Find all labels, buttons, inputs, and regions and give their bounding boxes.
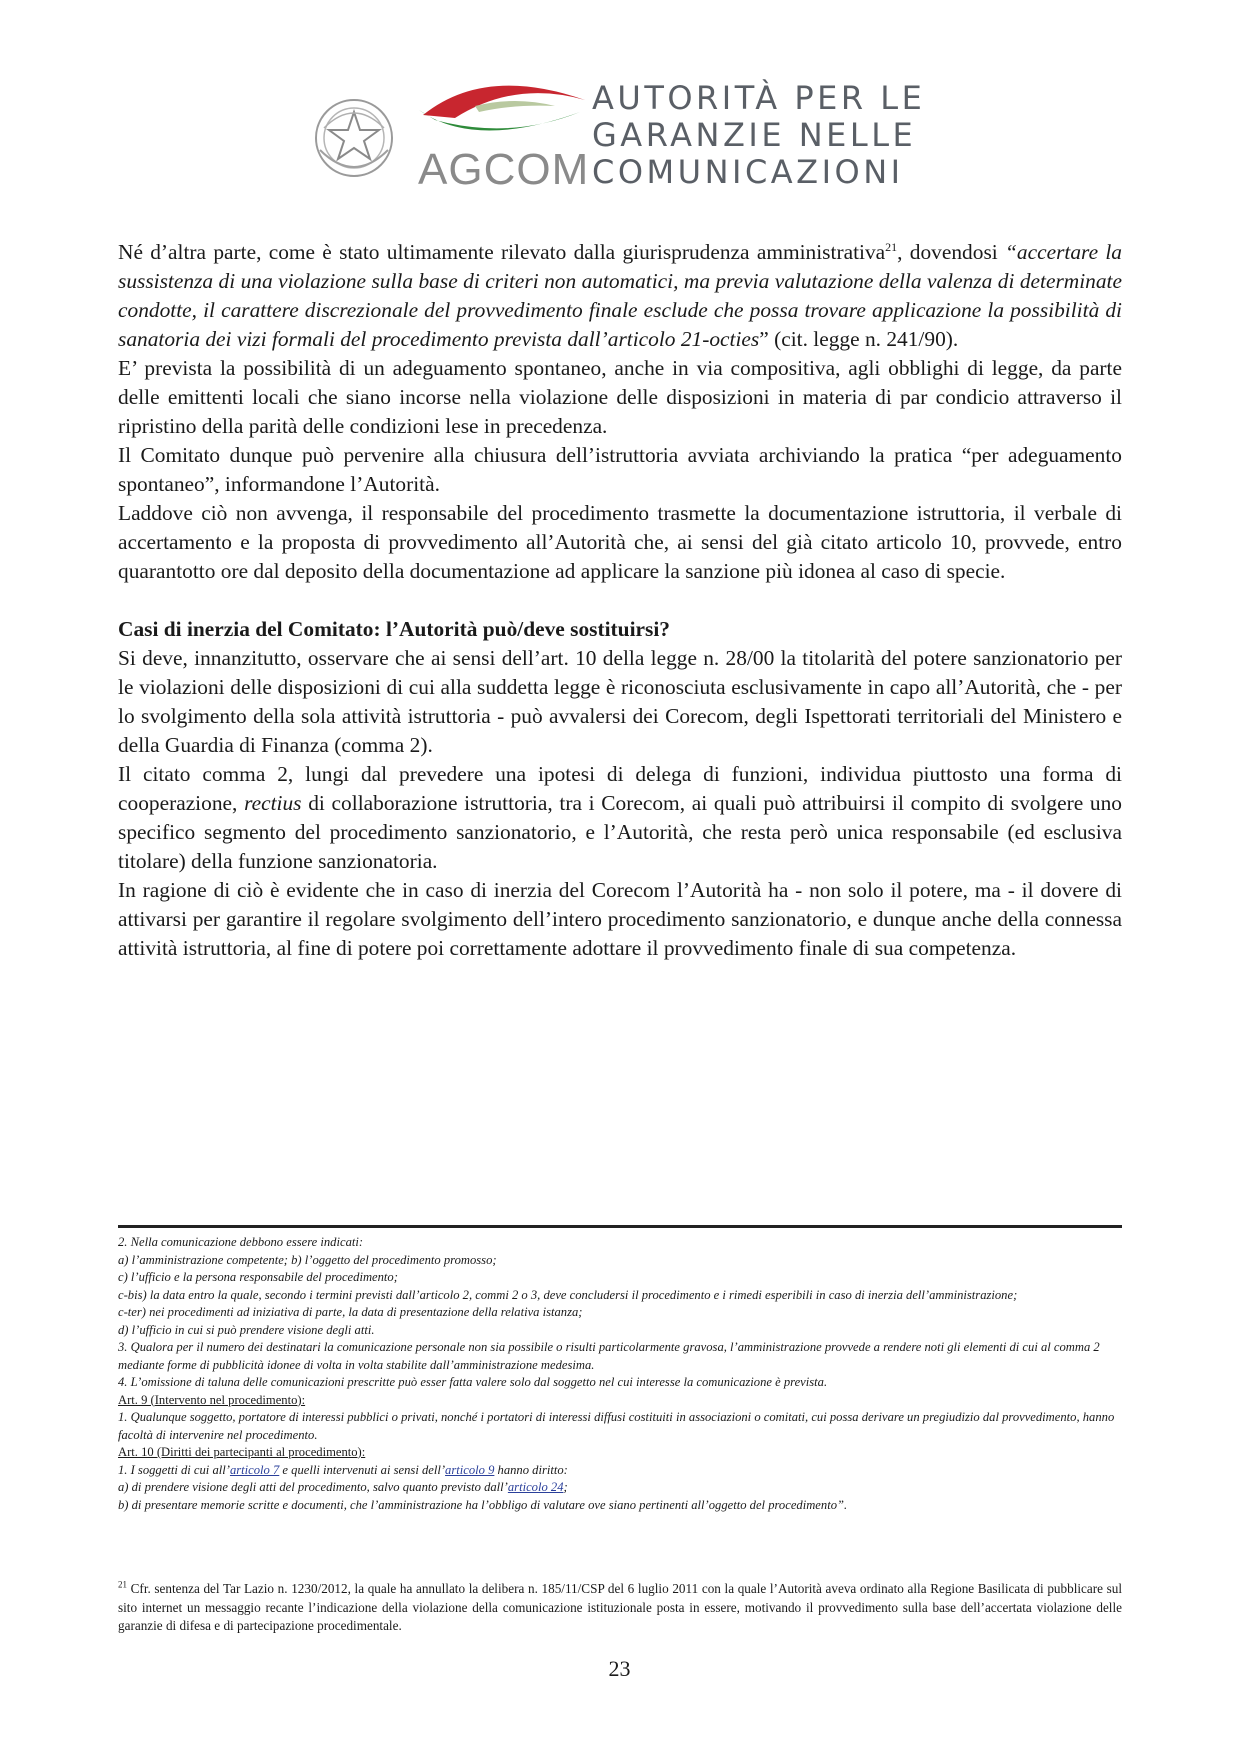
section-heading: Casi di inerzia del Comitato: l’Autorità può/deve sostituirsi? xyxy=(118,617,670,641)
paragraph-7: In ragione di ciò è evidente che in caso di inerzia del Corecom l’Autorità ha - non solo il potere, ma - il dovere di attivarsi per garantire il regolare svolgimento dell’intero procedimento sanzionatorio, e dunque anche della connessa attività istruttoria, al fine di potere poi correttamente adottare il provvedimento finale di sua competenza. xyxy=(118,878,1122,960)
page-number: 23 xyxy=(608,1656,631,1681)
note-line: 1. I soggetti di cui all’articolo 7 e quelli intervenuti ai sensi dell’articolo 9 hanno diritto: xyxy=(118,1462,568,1477)
article-10-heading: Art. 10 (Diritti dei partecipanti al procedimento): xyxy=(118,1445,366,1459)
quoted-case-law: “accertare la sussistenza di una violazione sulla base di criteri non automatici, ma previa valutazione della valenza di determinate condotte, il carattere discrezionale del provvedimento finale esclude che possa trovare applicazione la possibilità di sanatoria dei vizi formali del procedimento prevista dall’articolo 21-octies xyxy=(118,240,1122,351)
italian-republic-emblem-icon xyxy=(310,88,398,184)
paragraph-5: Si deve, innanzitutto, osservare che ai sensi dell’art. 10 della legge n. 28/00 la titolarità del potere sanzionatorio per le violazioni delle disposizioni di cui alla suddetta legge è riconosciuta esclusivamente in capo all’Autorità, che - per lo svolgimento della sola attività istruttoria - può avvalersi dei Corecom, degli Ispettorati territoriali del Ministero e della Guardia di Finanza (comma 2). xyxy=(118,646,1122,757)
paragraph-6: Il citato comma 2, lungi dal prevedere una ipotesi di delega di funzioni, individua piuttosto una forma di cooperazione, rectius di collaborazione istruttoria, tra i Corecom, ai quali può attribuirsi il compito di svolgere uno specifico segmento del procedimento sanzionatorio, e l’Autorità, che resta però unica responsabile (ed esclusiva titolare) della funzione sanzionatoria. xyxy=(118,762,1122,873)
footnote-separator xyxy=(118,1225,1122,1228)
note-line: 4. L’omissione di taluna delle comunicazioni prescritte può esser fatta valere solo dal soggetto nel cui interesse la comunicazione è prevista. xyxy=(118,1375,828,1389)
note-line: a) l’amministrazione competente; b) l’oggetto del procedimento promosso; xyxy=(118,1252,497,1267)
authority-title xyxy=(592,80,925,191)
note-line: 3. Qualora per il numero dei destinatari la comunicazione personale non sia possibile o risulti particolarmente gravosa, l’amministrazione provvede a rendere noti gli elementi di cui al comma 2 mediante forme di pubblicità idonee di volta in volta stabilite dall’amministrazione medesima. xyxy=(118,1340,1100,1372)
footnote-ref-21[interactable]: 21 xyxy=(885,239,898,254)
authority-title-line-2: GARANZIE NELLE xyxy=(592,116,917,154)
paragraph-4: Laddove ciò non avvenga, il responsabile del procedimento trasmette la documentazione istruttoria, il verbale di accertamento e la proposta di provvedimento all’Autorità che, ai sensi del già citato articolo 10, provvede, entro quarantotto ore dal deposito della documentazione ad applicare la sanzione più idonea al caso di specie. xyxy=(118,501,1122,583)
authority-title-line-1: AUTORITÀ PER LE xyxy=(592,79,926,117)
note-line: d) l’ufficio in cui si può prendere visione degli atti. xyxy=(118,1322,375,1337)
footnote-21-number: 21 xyxy=(118,1579,127,1590)
footnotes-block xyxy=(118,1234,1122,1514)
paragraph-1: Né d’altra parte, come è stato ultimamente rilevato dalla giurisprudenza amministrativa$^{21}$, dovendosi “accertare la sussistenza di una violazione sulla base di criteri non automatici, ma previa valutazione della valenza di determinate condotte, il carattere discrezionale del provvedimento finale esclude che possa trovare applicazione la possibilità di sanatoria dei vizi formali del procedimento prevista dall’articolo 21-octies” (cit. legge n. 241/90). xyxy=(118,239,1122,351)
link-articolo-24[interactable]: articolo 24 xyxy=(507,1480,564,1494)
document-body xyxy=(118,238,1122,963)
article-9-heading: Art. 9 (Intervento nel procedimento): xyxy=(118,1392,306,1407)
agcom-logo-word: AGCOM xyxy=(418,145,590,194)
note-line: 2. Nella comunicazione debbono essere indicati: xyxy=(118,1235,364,1249)
note-line: c) l’ufficio e la persona responsabile del procedimento; xyxy=(118,1270,398,1284)
paragraph-2: E’ prevista la possibilità di un adeguamento spontaneo, anche in via compositiva, agli obblighi di legge, da parte delle emittenti locali che siano incorse nella violazione delle disposizioni in materia di par condicio attraverso il ripristino della parità delle condizioni lese in precedenza. xyxy=(118,356,1122,438)
paragraph-3: Il Comitato dunque può pervenire alla chiusura dell’istruttoria avviata archiviando la pratica “per adeguamento spontaneo”, informandone l’Autorità. xyxy=(118,443,1122,496)
link-articolo-7[interactable]: articolo 7 xyxy=(229,1462,280,1477)
footnote-21: $^{21}$ Cfr. sentenza del Tar Lazio n. 1230/2012, la quale ha annullato la delibera n. 185/11/CSP del 6 luglio 2011 con la quale l’Autorità aveva ordinato alla Regione Basilicata di pubblicare sul sito internet un messaggio recante l’indicazione della violazione della comunicazione istituzionale posta in essere, motivando il provvedimento sulla base dell’accertata violazione delle garanzie di difesa e di partecipazione procedimentale. xyxy=(118,1579,1122,1633)
link-articolo-9[interactable]: articolo 9 xyxy=(445,1462,495,1477)
agcom-logo-swoosh xyxy=(415,70,615,150)
note-line: 1. Qualunque soggetto, portatore di interessi pubblici o privati, nonché i portatori di interessi diffusi costituiti in associazioni o comitati, cui possa derivare un pregiudizio dal provvedimento, hanno facoltà di intervenire nel procedimento. xyxy=(118,1410,1115,1442)
page-header xyxy=(310,70,950,195)
note-line: a) di prendere visione degli atti del procedimento, salvo quanto previsto dall’articolo 24; xyxy=(118,1480,568,1494)
note-line: c-bis) la data entro la quale, secondo i termini previsti dall’articolo 2, commi 2 o 3, deve concludersi il procedimento e i rimedi esperibili in caso di inerzia dell’amministrazione; xyxy=(118,1287,1018,1302)
authority-title-line-3: COMUNICAZIONI xyxy=(592,153,904,191)
note-line: b) di presentare memorie scritte e documenti, che l’amministrazione ha l’obbligo di valutare ove siano pertinenti all’oggetto del procedimento”. xyxy=(118,1497,848,1512)
note-line: c-ter) nei procedimenti ad iniziativa di parte, la data di presentazione della relativa istanza; xyxy=(118,1305,583,1319)
